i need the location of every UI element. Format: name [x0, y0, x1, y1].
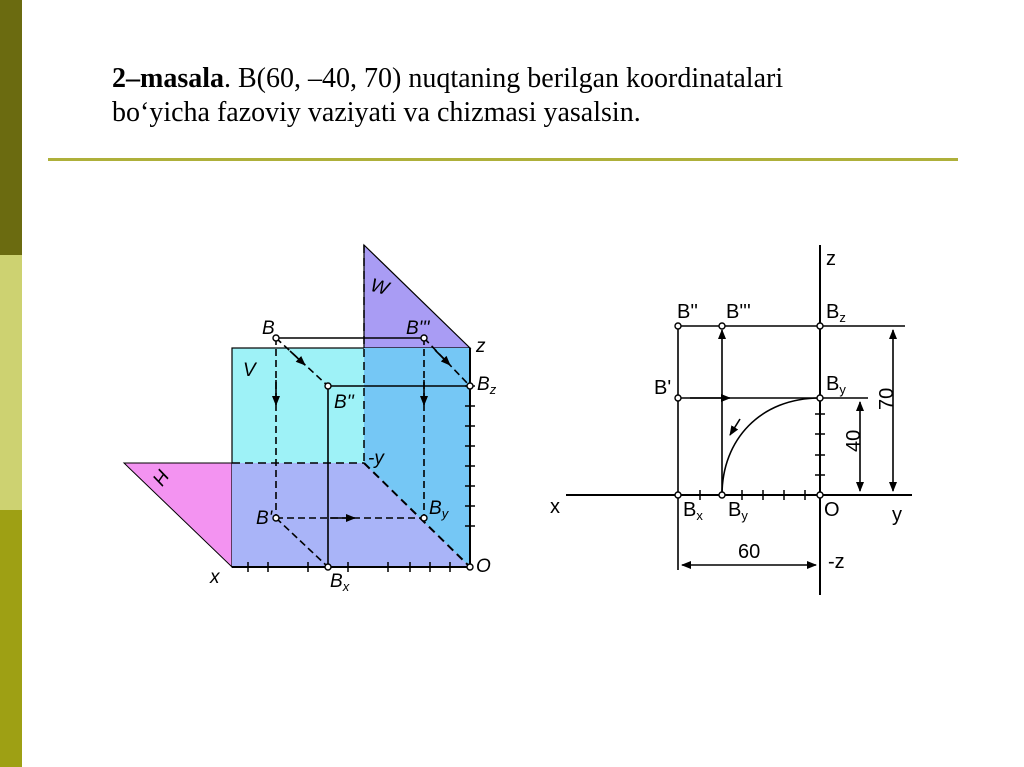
epure-label-By: $B_y$	[826, 373, 846, 397]
problem-number: 2–masala	[112, 63, 224, 94]
spatial-view	[124, 245, 497, 594]
label-By: $B_y$	[429, 498, 449, 521]
epure-label-Bx: $B_x$	[683, 499, 703, 523]
label-axis-z: z	[476, 336, 486, 357]
plane-H	[124, 463, 232, 567]
epure-label-origin: O	[824, 499, 840, 521]
epure-view	[550, 245, 912, 595]
label-B-single: B'	[256, 508, 273, 529]
label-B: B	[262, 318, 275, 339]
dimension-60: 60	[738, 541, 761, 563]
label-Bx: $B_x$	[330, 571, 350, 594]
label-axis-neg-y: -y	[368, 448, 384, 469]
epure-points	[675, 323, 823, 498]
title-line-2: bo‘yicha fazoviy vaziyati va chizmasi yasalsin.	[112, 97, 641, 128]
epure-label-By-axis: $B_y$	[728, 499, 748, 523]
title-line-1-text: . B(60, –40, 70) nuqtaning berilgan koordinatalari	[224, 63, 784, 94]
label-plane-H: H	[147, 465, 173, 489]
epure-label-Bz: $B_z$	[826, 301, 846, 325]
label-plane-V: V	[243, 360, 256, 381]
label-B-triple: B'''	[406, 318, 430, 339]
label-axis-x: x	[210, 567, 220, 588]
dimension-40: 40	[843, 429, 865, 452]
epure-label-x: x	[550, 496, 560, 518]
label-plane-W: W	[368, 275, 391, 300]
epure-ticks	[700, 414, 825, 500]
label-B-double: B''	[334, 392, 354, 413]
dimension-70: 70	[876, 387, 898, 410]
epure-label-B-triple: B'''	[726, 301, 751, 323]
epure-label-z: z	[826, 248, 836, 270]
epure-construction	[678, 326, 905, 570]
epure-label-neg-z: -z	[828, 551, 845, 573]
epure-label-B-single: B'	[654, 377, 672, 399]
epure-label-B-double: B''	[677, 301, 698, 323]
label-Bz: $B_z$	[477, 374, 497, 397]
label-origin: O	[476, 556, 491, 577]
epure-label-y: y	[892, 504, 902, 526]
